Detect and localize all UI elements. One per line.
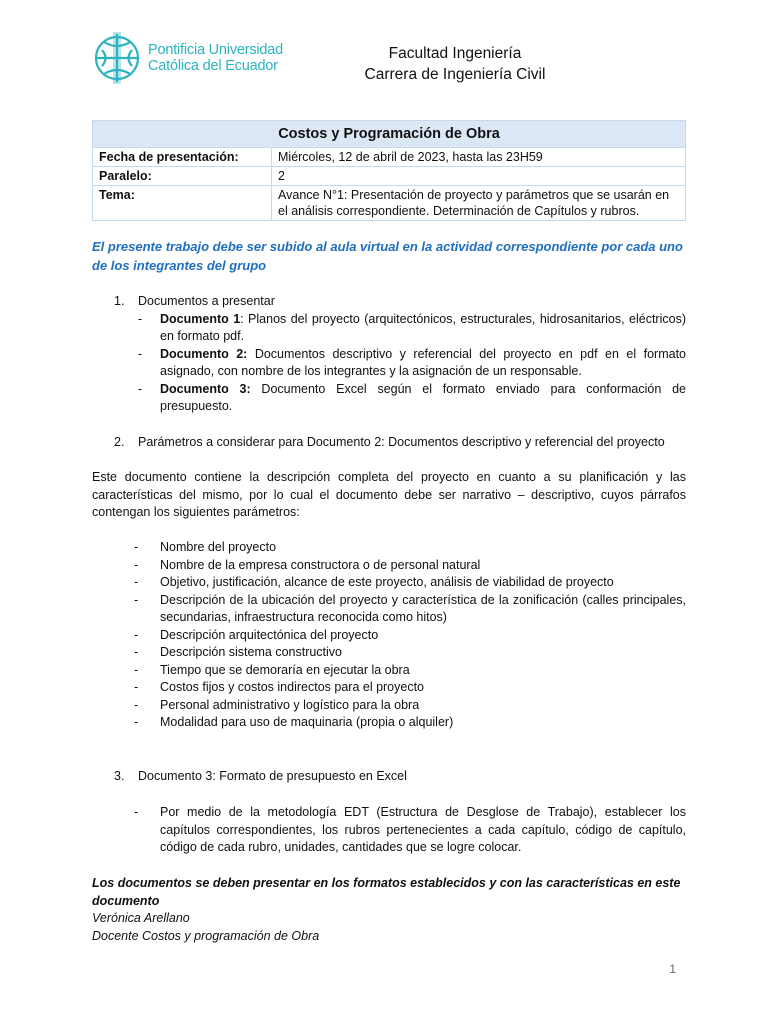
item-label: Documento 3: [160, 381, 251, 396]
bullet-dash: - [134, 662, 139, 677]
item-text: Descripción de la ubicación del proyecto y característica de la zonificación (calles principales, secundarias, infraestructura reconocida como hitos) [160, 592, 686, 624]
item-text: Nombre de la empresa constructora o de personal natural [160, 557, 481, 572]
topic-value: Avance N°1: Presentación de proyecto y parámetros que se usarán en el análisis correspondiente. Determinación de Capítulos y rubros. [272, 186, 686, 221]
section-number: 3. [114, 769, 125, 783]
list-item [92, 311, 686, 346]
bullet-dash: - [134, 575, 139, 589]
info-table [92, 120, 686, 221]
bullet-dash: - [134, 805, 139, 819]
list-item [92, 804, 686, 857]
university-logo [92, 30, 283, 86]
section-budget [92, 768, 686, 786]
author-name: Verónica Arellano [92, 911, 190, 925]
list-item [92, 627, 686, 645]
item-text: Tiempo que se demoraría en ejecutar la obra [160, 662, 410, 677]
section-parameters [92, 434, 686, 452]
bullet-dash: - [134, 557, 139, 572]
page-number: 1 [669, 962, 676, 976]
item-text: Documentos descriptivo y referencial del proyecto en pdf en el formato asignado, con nombre de los integrantes y la asignación de un responsable. [160, 346, 686, 378]
bullet-dash: - [134, 540, 139, 554]
item-text: Descripción arquitectónica del proyecto [160, 627, 379, 642]
section-heading: Documentos a presentar [138, 294, 275, 308]
list-item [92, 662, 686, 680]
section-title [92, 768, 686, 786]
item-text: Descripción sistema constructivo [160, 645, 343, 659]
item-text: Costos fijos y costos indirectos para el proyecto [160, 680, 425, 694]
list-item [92, 381, 686, 416]
university-seal-icon [92, 30, 142, 86]
bullet-dash: - [134, 592, 139, 607]
section-number: 2. [114, 435, 125, 449]
upload-note: El presente trabajo debe ser subido al aula virtual en la actividad correspondiente por cada uno de los integrantes del grupo [92, 239, 683, 273]
list-item [92, 346, 686, 381]
closing-statement: Los documentos se deben presentar en los formatos establecidos y con las características en este documento [92, 876, 681, 908]
section-title [92, 434, 686, 452]
bullet-dash: - [138, 381, 143, 396]
section-heading: Parámetros a considerar para Documento 2: Documentos descriptivo y referencial del proyecto [138, 435, 665, 449]
parameters-list [92, 539, 686, 732]
item-text: Modalidad para uso de maquinaria (propia o alquiler) [160, 715, 454, 729]
section-title [92, 293, 686, 311]
item-text: Por medio de la metodología EDT (Estructura de Desglose de Trabajo), establecer los capítulos correspondientes, los rubros pertenecientes a cada capítulo, código de capítulo, código de cada rubro, unidades, cantidades que se logre colocar. [160, 805, 686, 854]
bullet-dash: - [134, 697, 139, 712]
item-label: Documento 2: [160, 346, 248, 361]
info-table-header [93, 121, 686, 148]
author-role: Docente Costos y programación de Obra [92, 928, 320, 943]
documents-list [92, 311, 686, 416]
bullet-dash: - [134, 645, 139, 659]
list-item [92, 557, 686, 575]
parallel-value: 2 [272, 167, 686, 186]
budget-list [92, 804, 686, 857]
bullet-dash: - [134, 627, 139, 642]
table-row [93, 167, 686, 186]
item-text: Nombre del proyecto [160, 540, 277, 554]
list-item [92, 574, 686, 592]
bullet-dash: - [134, 715, 139, 729]
career-name: Carrera de Ingeniería Civil [364, 66, 546, 83]
list-item [92, 644, 686, 662]
bullet-dash: - [138, 311, 143, 326]
faculty-name: Facultad Ingeniería [388, 45, 522, 62]
item-text: Documento Excel según el formato enviado para conformación de presupuesto. [160, 381, 686, 413]
topic-label: Tema: [93, 186, 272, 221]
bullet-dash: - [138, 346, 143, 361]
date-label: Fecha de presentación: [93, 148, 272, 167]
list-item [92, 714, 686, 732]
university-line2: Católica del Ecuador [148, 58, 278, 74]
faculty-heading [310, 43, 600, 85]
list-item [92, 539, 686, 557]
item-text: : Planos del proyecto (arquitectónicos, estructurales, hidrosanitarios, eléctricos) en formato pdf. [160, 311, 686, 343]
closing-block [92, 875, 686, 945]
table-row [93, 148, 686, 167]
list-item [92, 592, 686, 627]
university-name [148, 42, 283, 74]
university-line1: Pontificia Universidad [148, 42, 284, 58]
item-text: Objetivo, justificación, alcance de este proyecto, análisis de viabilidad de proyecto [160, 575, 614, 589]
course-title: Costos y Programación de Obra [93, 121, 686, 148]
table-row [93, 186, 686, 221]
item-label: Documento 1 [160, 311, 241, 326]
parallel-label: Paralelo: [93, 167, 272, 186]
list-item [92, 697, 686, 715]
section-heading: Documento 3: Formato de presupuesto en Excel [138, 769, 407, 783]
parameters-intro: Este documento contiene la descripción completa del proyecto en cuanto a su planificación y las características del mismo, por lo cual el documento debe ser narrativo – descriptivo, cuyos párrafos contengan los siguientes parámetros: [92, 470, 686, 519]
section-documents [92, 293, 686, 416]
date-value: Miércoles, 12 de abril de 2023, hasta las 23H59 [272, 148, 686, 167]
bullet-dash: - [134, 680, 139, 694]
item-text: Personal administrativo y logístico para la obra [160, 697, 420, 712]
list-item [92, 679, 686, 697]
section-number: 1. [114, 294, 125, 308]
